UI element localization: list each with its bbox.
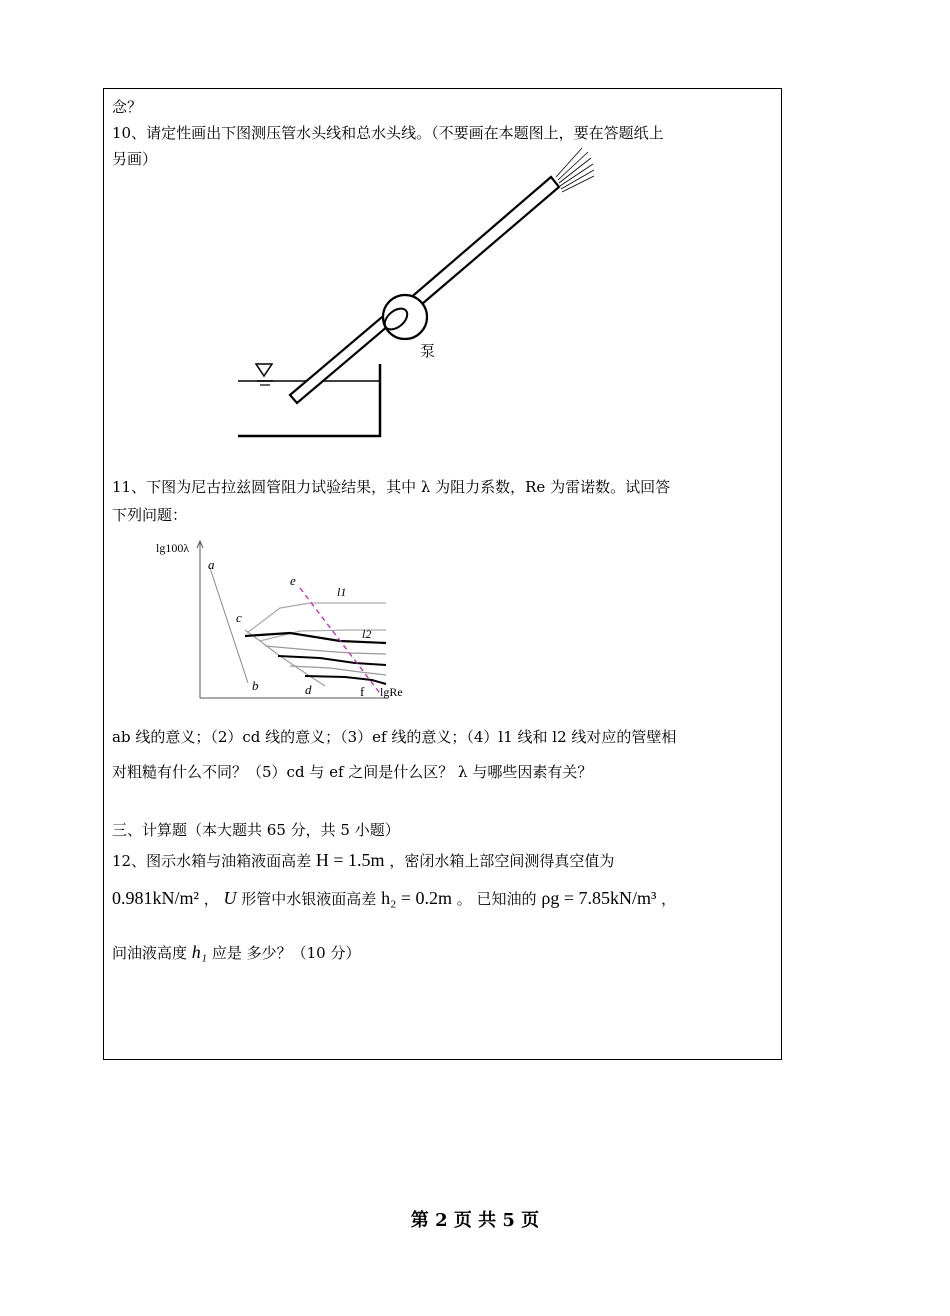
nikuradse-chart (150, 538, 403, 708)
label-d: d (305, 682, 312, 697)
q12-line3: 问油液高度 h₁ 应是 多少？（10 分） (112, 942, 361, 962)
q11-sub-line2: 对粗糙有什么不同？（5）cd 与 ef 之间是什么区？ λ 与哪些因素有关？ (112, 763, 593, 781)
discharge-pipe (408, 177, 559, 310)
free-surface-symbol (256, 364, 273, 385)
label-c: c (236, 610, 242, 625)
curve-rough-3 (278, 656, 386, 665)
curve-rough-2 (265, 646, 386, 654)
q10-line2: 另画） (112, 150, 158, 168)
page-footer: 第 2 页 共 5 页 (410, 1210, 540, 1231)
q11-line2: 下列问题： (112, 506, 188, 524)
line-ab (210, 568, 248, 683)
pump-label: 泵 (420, 344, 436, 360)
jet-spray (556, 148, 594, 192)
section3-heading: 三、计算题（本大题共 65 分，共 5 小题） (112, 821, 400, 839)
label-f: f (360, 684, 365, 699)
q12-line1: 12、图示水箱与油箱液面高差 H = 1.5m ，密闭水箱上部空间测得真空值为 (112, 850, 615, 870)
label-a: a (208, 557, 215, 572)
q11-sub-line1: ab 线的意义；（2）cd 线的意义；（3）ef 线的意义；（4）l1 线和 l2 线对应的管壁相 (112, 728, 677, 746)
curve-rough-5 (305, 676, 386, 684)
y-axis-label: lg100λ (156, 541, 190, 555)
label-b: b (252, 678, 259, 693)
q11-line1: 11、下图为尼古拉兹圆管阻力试验结果，其中 λ 为阻力系数，Re 为雷诺数。试回答 (112, 478, 671, 496)
curve-rough-4 (290, 666, 386, 675)
q12-line2: 0.981kN/m² ， U 形管中水银液面高差 h₂ = 0.2m 。 已知油的 ρg = 7.85kN/m³ ， (112, 888, 677, 908)
pump-diagram (230, 142, 600, 442)
label-l2: l2 (362, 627, 372, 641)
label-l1: l1 (337, 585, 347, 599)
tank-outline (238, 364, 380, 436)
label-e: e (290, 573, 296, 588)
q10-line1: 10、请定性画出下图测压管水头线和总水头线。（不要画在本题图上，要在答题纸上 (112, 124, 664, 142)
q9-tail: 念？ (112, 98, 143, 116)
x-axis-label: lgRe (380, 685, 403, 699)
